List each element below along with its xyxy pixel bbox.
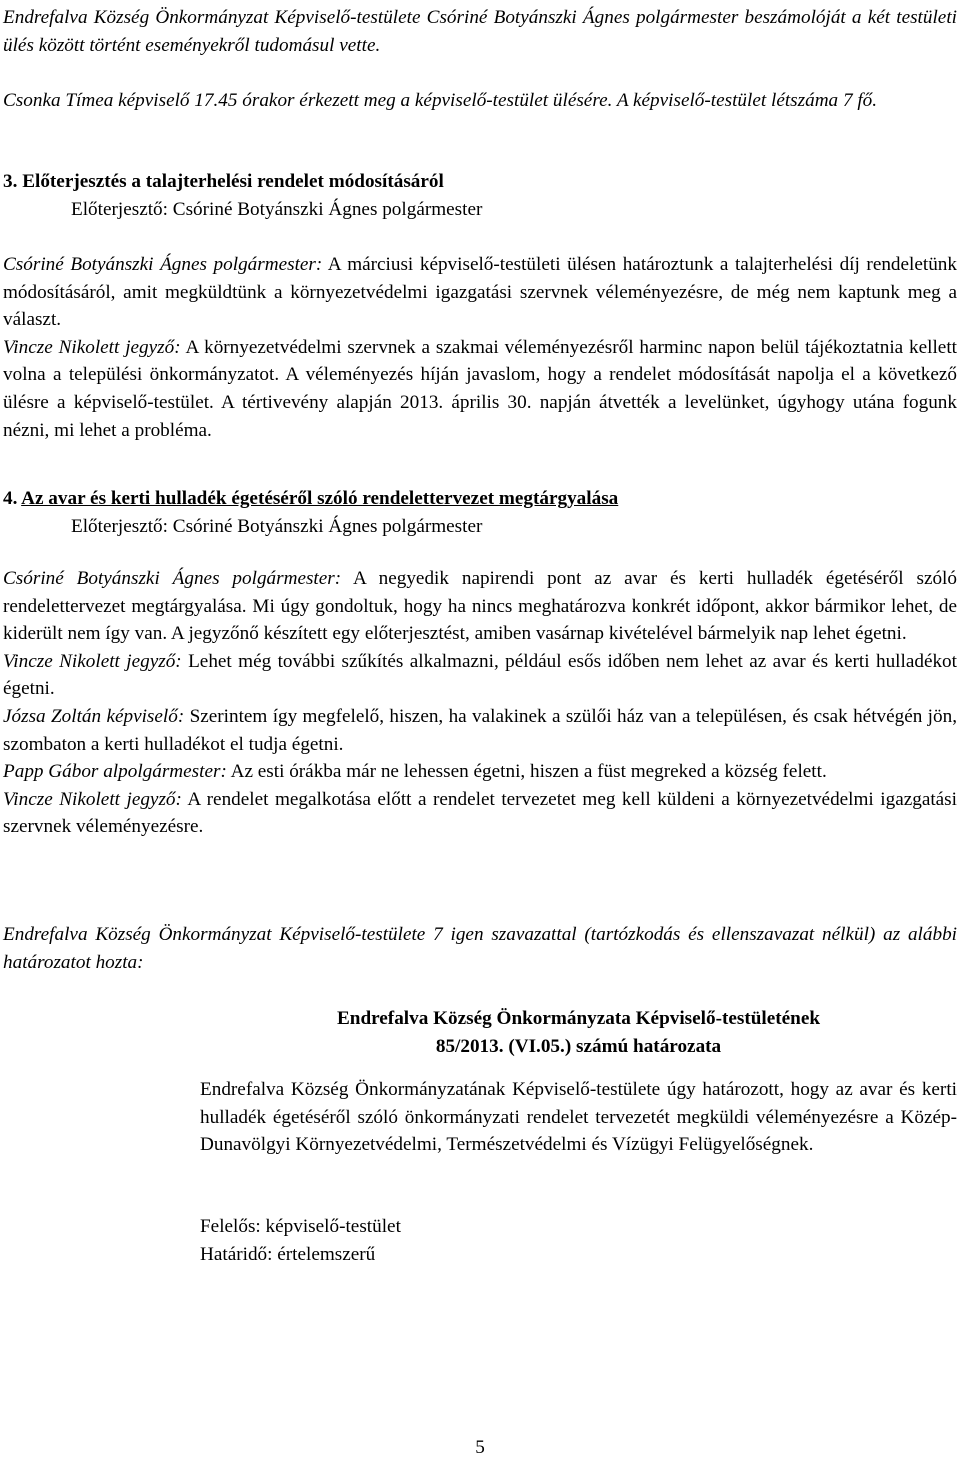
agenda-item-4-discussion xyxy=(3,565,957,841)
agenda-item-3-discussion xyxy=(3,251,957,444)
intro-attendance xyxy=(3,87,957,115)
speech-paragraph xyxy=(3,648,957,703)
speaker-name: Józsa Zoltán képviselő: xyxy=(3,705,185,727)
speaker-name: Vincze Nikolett jegyző: xyxy=(3,788,182,810)
resolution-responsible: Felelős: képviselő-testület xyxy=(200,1216,401,1237)
speech-paragraph xyxy=(3,334,957,444)
agenda-item-4-number: 4. xyxy=(3,488,18,509)
agenda-item-4-heading xyxy=(3,485,957,513)
resolution-body: Endrefalva Község Önkormányzatának Képviselő-testülete úgy határozott, hogy az avar és kerti hulladék égetéséről szóló önkormányzati rendelet tervezetét megküldi véleményezésre a Közép-Dunavölgyi Környezetvédelmi, Természetvédelmi és Vízügyi Felügyelőségnek. xyxy=(200,1079,957,1156)
speech-paragraph xyxy=(3,251,957,334)
vote-paragraph: Endrefalva Község Önkormányzat Képviselő-testülete 7 igen szavazattal (tartózkodás és ellenszavazat nélkül) az alábbi határozatot hozta: xyxy=(3,924,957,973)
speech-text: Az esti órákba már ne lehessen égetni, hiszen a füst megreked a község felett. xyxy=(226,761,827,783)
agenda-item-4-presenter: Előterjesztő: Csóriné Botyánszki Ágnes polgármester xyxy=(71,515,483,537)
speech-text: Lehet még további szűkítés alkalmazni, például esős időben nem lehet az avar és kerti hulladékot égetni. xyxy=(3,650,957,700)
speaker-name: Csóriné Botyánszki Ágnes polgármester: xyxy=(3,254,323,275)
speaker-name: Vincze Nikolett jegyző: xyxy=(3,336,181,358)
intro-section xyxy=(3,4,957,59)
agenda-item-4-title: Az avar és kerti hulladék égetéséről szóló rendelettervezet megtárgyalása xyxy=(21,488,619,509)
speech-text: Szerintem így megfelelő, hiszen, ha valakinek a szülői ház van a településen, és csak hétvégén jön, szombaton a kerti hulladékot el tudja égetni. xyxy=(3,705,957,755)
speech-paragraph xyxy=(3,758,957,786)
speech-text: A márciusi képviselő-testületi ülésen határoztunk a talajterhelési díj rendeletünk módosításáról, amit megküldtünk a környezetvédelmi igazgatási szervnek véleményezésre, de még nem kaptunk meg a választ. xyxy=(3,254,957,331)
speech-text: A rendelet megalkotása előtt a rendelet tervezetet meg kell küldeni a környezetvédelmi igazgatási szervnek véleményezésre. xyxy=(3,788,957,838)
agenda-item-3 xyxy=(3,168,957,223)
speaker-name: Vincze Nikolett jegyző: xyxy=(3,650,182,672)
resolution-footer xyxy=(200,1213,957,1268)
agenda-item-4 xyxy=(3,485,957,540)
agenda-item-3-number: 3. xyxy=(3,171,18,192)
agenda-item-3-title: Előterjesztés a talajterhelési rendelet módosításáról xyxy=(22,171,444,192)
agenda-item-3-heading xyxy=(3,168,957,196)
speech-paragraph xyxy=(3,786,957,841)
resolution-heading-line-2: 85/2013. (VI.05.) számú határozata xyxy=(435,1035,722,1057)
resolution-block xyxy=(200,1005,957,1060)
speech-text: A negyedik napirendi pont az avar és kerti hulladék égetéséről szóló rendelettervezet megtárgyalása. Mi úgy gondoltuk, hogy ha nincs meghatározva konkrét időpont, akkor bármikor lehet, de kiderült nem így van. A jegyzőnő készített egy előterjesztést, amiben vasárnap kivételével bármelyik nap lehet égetni. xyxy=(3,568,957,645)
speaker-name: Csóriné Botyánszki Ágnes polgármester: xyxy=(3,568,342,589)
agenda-item-3-presenter: Előterjesztő: Csóriné Botyánszki Ágnes polgármester xyxy=(71,198,483,220)
speech-text: A környezetvédelmi szervnek a szakmai véleményezésről harminc napon belül tájékoztatnia kellett volna a települési önkormányzatot. A véleményezés híján javaslom, hogy a rendelet módosítását napolja el a következő ülésre a képviselő-testület. A tértivevény alapján 2013. április 30. napján átvették a levelünket, úgyhogy utána fogunk nézni, mi lehet a probléma. xyxy=(3,336,957,441)
intro-paragraph-attendance: Csonka Tímea képviselő 17.45 órakor érkezett meg a képviselő-testület ülésére. A képviselő-testület létszáma 7 fő. xyxy=(3,90,878,111)
speech-paragraph xyxy=(3,703,957,758)
resolution-deadline: Határidő: értelemszerű xyxy=(200,1243,376,1265)
resolution-heading-line-1: Endrefalva Község Önkormányzata Képviselő-testületének xyxy=(336,1008,821,1029)
vote-statement xyxy=(3,921,957,976)
page-number: 5 xyxy=(475,1437,485,1458)
resolution-body-block xyxy=(200,1076,957,1159)
speech-paragraph xyxy=(3,565,957,648)
intro-paragraph-report: Endrefalva Község Önkormányzat Képviselő-testülete Csóriné Botyánszki Ágnes polgármester beszámolóját a két testületi ülés között történt eseményekről tudomásul vette. xyxy=(3,7,957,56)
speaker-name: Papp Gábor alpolgármester: xyxy=(3,761,227,783)
